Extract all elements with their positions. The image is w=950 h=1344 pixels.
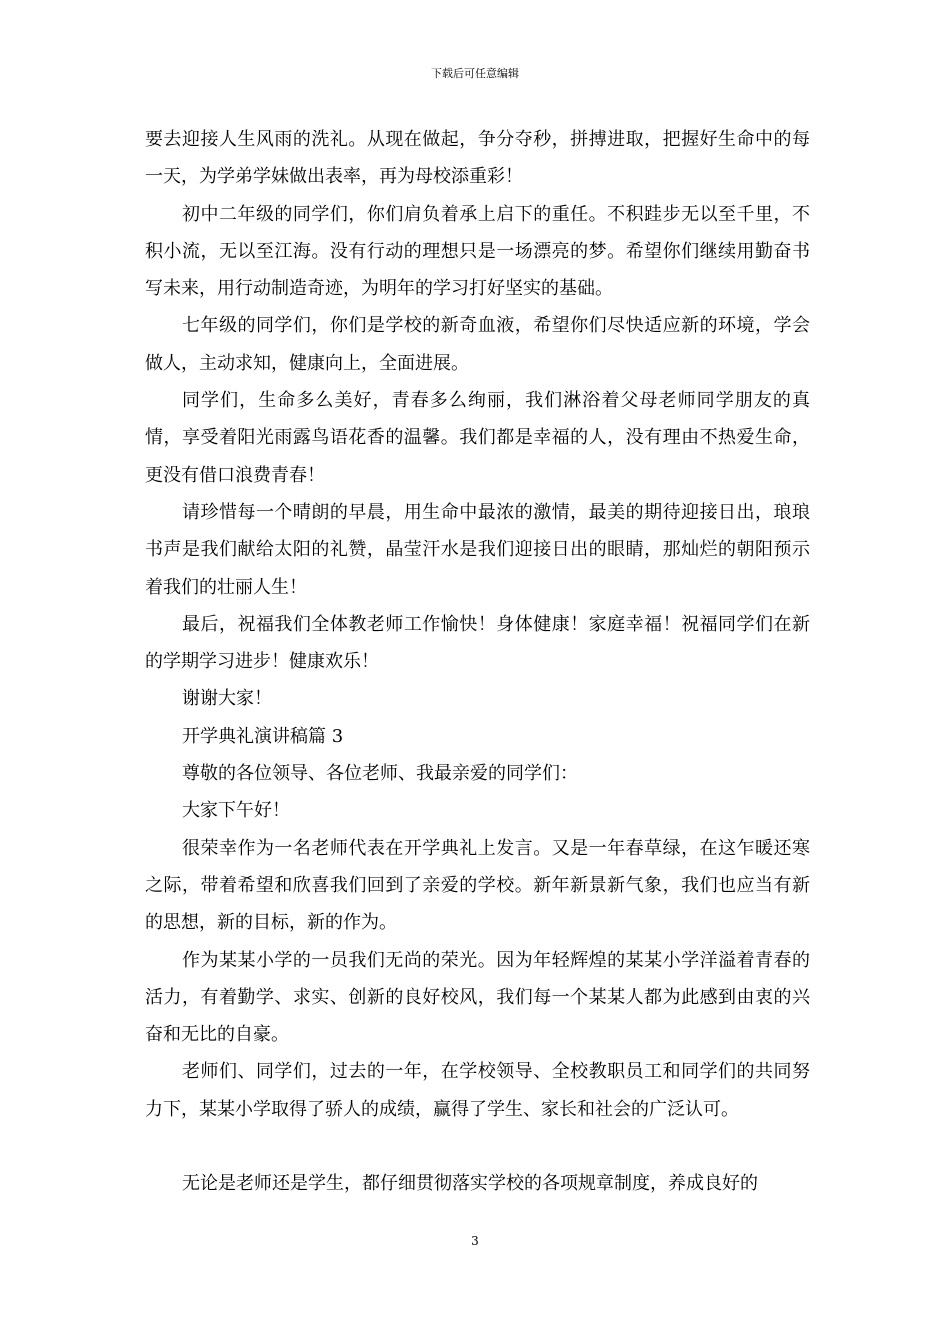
paragraph-thanks: 谢谢大家！ xyxy=(182,688,272,710)
paragraph-grade-eight: 初中二年级的同学们，你们肩负着承上启下的重任。不积跬步无以至千里，不积小流，无以至江海。没有行动的理想只是一场漂亮的梦。希望你们继续用勤奋书写未来，用行动制造奇迹，为明年的学习打好坚实的基础。 xyxy=(145,203,810,300)
document-body xyxy=(145,121,810,1202)
salutation: 尊敬的各位领导、各位老师、我最亲爱的同学们： xyxy=(182,763,578,785)
paragraph-honor: 很荣幸作为一名老师代表在开学典礼上发言。又是一年春草绿，在这乍暖还寒之际，带着希望和欣喜我们回到了亲爱的学校。新年新景新气象，我们也应当有新的思想，新的目标，新的作为。 xyxy=(145,837,810,934)
paragraph-grade-seven: 七年级的同学们，你们是学校的新奇血液，希望你们尽快适应新的环境，学会做人，主动求知，健康向上，全面进展。 xyxy=(145,315,810,374)
paragraph-life-youth: 同学们，生命多么美好，青春多么绚丽，我们淋浴着父母老师同学朋友的真情，享受着阳光雨露鸟语花香的温馨。我们都是幸福的人，没有理由不热爱生命，更没有借口浪费青春！ xyxy=(145,390,810,486)
section-title: 开学典礼演讲稿篇 3 xyxy=(182,725,344,747)
paragraph-achievements: 老师们、同学们，过去的一年，在学校领导、全校教职员工和同学们的共同努力下，某某小学取得了骄人的成绩，赢得了学生、家长和社会的广泛认可。 xyxy=(145,1061,810,1120)
paragraph-continuation: 要去迎接人生风雨的洗礼。从现在做起，争分夺秒，拼搏进取，把握好生命中的每一天，为学弟学妹做出表率，再为母校添重彩！ xyxy=(145,129,810,188)
paragraph-gap xyxy=(145,1128,810,1165)
paragraph-school-pride: 作为某某小学的一员我们无尚的荣光。因为年轻辉煌的某某小学洋溢着青春的活力，有着勤学、求实、创新的良好校风，我们每一个某某人都为此感到由衷的兴奋和无比的自豪。 xyxy=(145,949,810,1046)
greeting: 大家下午好！ xyxy=(182,800,290,822)
paragraph-morning: 请珍惜每一个晴朗的早晨，用生命中最浓的激情，最美的期待迎接日出，琅琅书声是我们献给太阳的礼赞，晶莹汗水是我们迎接日出的眼睛，那灿烂的朝阳预示着我们的壮丽人生！ xyxy=(145,501,810,598)
paragraph-blessing: 最后，祝福我们全体教老师工作愉快！身体健康！家庭幸福！祝福同学们在新的学期学习进步！健康欢乐！ xyxy=(145,613,810,673)
page-header-note: 下载后可任意编辑 xyxy=(431,67,519,80)
paragraph-rules: 无论是老师还是学生，都仔细贯彻落实学校的各项规章制度，养成良好的 xyxy=(182,1173,758,1195)
page-number: 3 xyxy=(471,1234,479,1248)
